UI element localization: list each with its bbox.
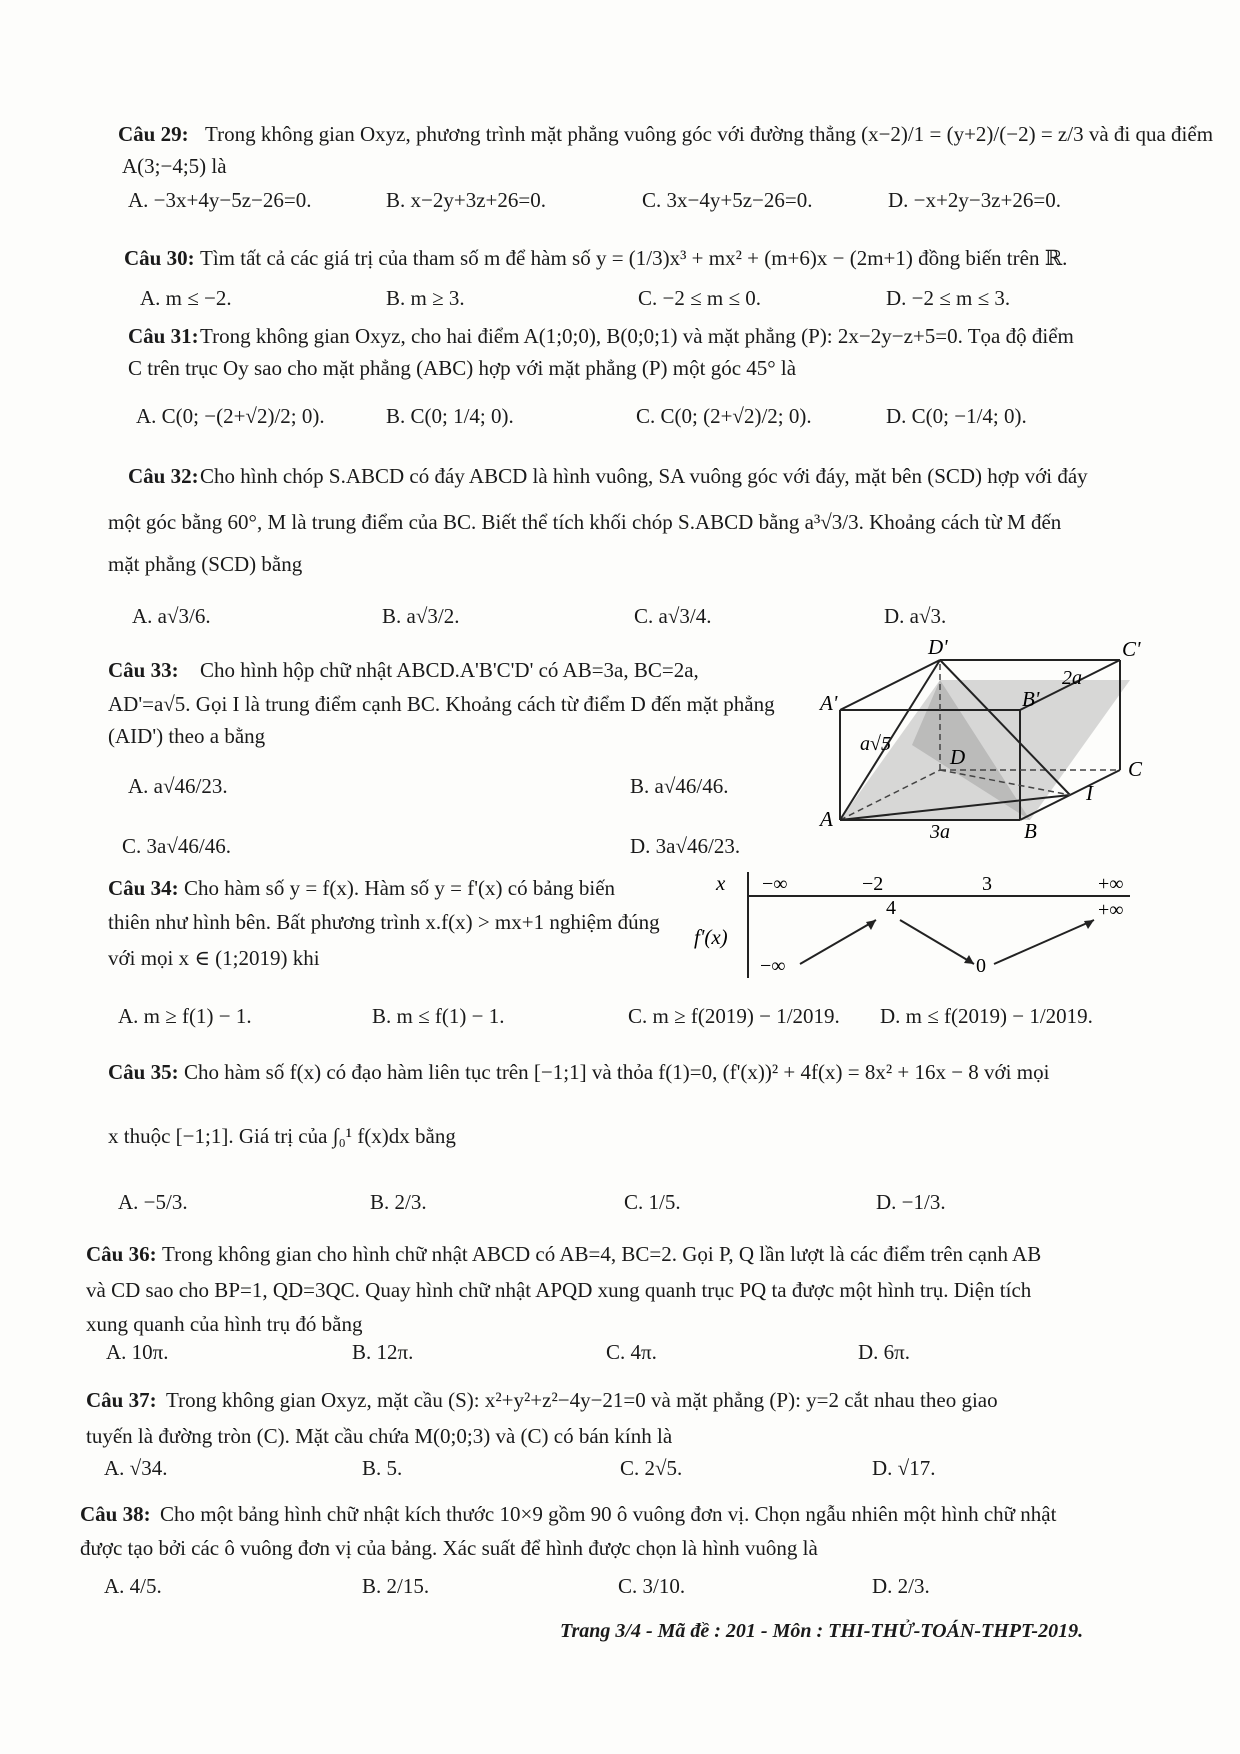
q31-option-d[interactable]: D. C(0; −1/4; 0). — [886, 404, 1027, 428]
q36-line1 — [0, 1240, 1240, 1270]
q29-number: Câu 29: — [118, 122, 189, 146]
q31-line1 — [0, 322, 1240, 352]
q32-option-c[interactable]: C. a√3/4. — [634, 604, 712, 628]
q35-option-a[interactable]: A. −5/3. — [118, 1190, 188, 1214]
q33-option-b[interactable]: B. a√46/46. — [630, 774, 729, 798]
table-x-3: 3 — [982, 873, 992, 895]
q29-line1 — [0, 120, 1240, 150]
q30-option-c[interactable]: C. −2 ≤ m ≤ 0. — [638, 286, 761, 310]
q32-text: Cho hình chóp S.ABCD có đáy ABCD là hình vuông, SA vuông góc với đáy, mặt bên (SCD) hợp với đáy — [200, 464, 1088, 488]
q37-option-c[interactable]: C. 2√5. — [620, 1456, 683, 1480]
label-a: A — [820, 807, 833, 831]
q30-line1 — [0, 244, 1240, 274]
q32-text2: một góc bằng 60°, M là trung điểm của BC. Biết thể tích khối chóp S.ABCD bằng a³√3/3. Khoảng cách từ M đến — [108, 510, 1062, 534]
q37-text2: tuyến là đường tròn (C). Mặt cầu chứa M(0;0;3) và (C) có bán kính là — [86, 1424, 673, 1448]
q31-option-a[interactable]: A. C(0; −(2+√2)/2; 0). — [136, 404, 325, 428]
q32-text3: mặt phẳng (SCD) bằng — [108, 552, 303, 576]
q36-line3 — [0, 1310, 1240, 1340]
q38-option-d[interactable]: D. 2/3. — [872, 1574, 930, 1598]
q33-text2: AD'=a√5. Gọi I là trung điểm cạnh BC. Khoảng cách từ điểm D đến mặt phẳng — [108, 692, 775, 716]
q30-option-d[interactable]: D. −2 ≤ m ≤ 3. — [886, 286, 1011, 310]
q35-line1 — [0, 1058, 1240, 1088]
q29-options — [0, 186, 1240, 216]
q34-text3: với mọi x ∈ (1;2019) khi — [108, 946, 320, 970]
table-x-label: x — [716, 871, 726, 895]
label-d1: D' — [928, 635, 948, 659]
q30-text: Tìm tất cả các giá trị của tham số m để hàm số y = (1/3)x³ + mx² + (m+6)x − (2m+1) đồng biến trên ℝ. — [200, 246, 1068, 270]
q32-option-b[interactable]: B. a√3/2. — [382, 604, 460, 628]
q38-option-b[interactable]: B. 2/15. — [362, 1574, 430, 1598]
q36-option-d[interactable]: D. 6π. — [858, 1340, 911, 1364]
label-a-sqrt5: a√5 — [860, 733, 891, 755]
page-footer: Trang 3/4 - Mã đề : 201 - Môn : THI-THỬ-TOÁN-THPT-2019. — [560, 1620, 1084, 1642]
q38-number: Câu 38: — [80, 1502, 151, 1526]
q36-option-c[interactable]: C. 4π. — [606, 1340, 657, 1364]
q35-text2: x thuộc [−1;1]. Giá trị của ∫₀¹ f(x)dx bằng — [108, 1124, 456, 1148]
label-2a: 2a — [1062, 667, 1082, 689]
table-x-pos-inf: +∞ — [1098, 873, 1124, 895]
q32-options — [0, 602, 1240, 632]
q32-option-d[interactable]: D. a√3. — [884, 604, 947, 628]
q29-option-a[interactable]: A. −3x+4y−5z−26=0. — [128, 188, 312, 212]
q30-option-a[interactable]: A. m ≤ −2. — [140, 286, 232, 310]
q33-option-a[interactable]: A. a√46/23. — [128, 774, 228, 798]
q38-option-a[interactable]: A. 4/5. — [104, 1574, 162, 1598]
q29-option-c[interactable]: C. 3x−4y+5z−26=0. — [642, 188, 813, 212]
q37-text: Trong không gian Oxyz, mặt cầu (S): x²+y²+z²−4y−21=0 và mặt phẳng (P): y=2 cắt nhau theo giao — [166, 1388, 998, 1412]
q36-number: Câu 36: — [86, 1242, 157, 1266]
q38-text2: được tạo bởi các ô vuông đơn vị của bảng. Xác suất để hình được chọn là hình vuông là — [80, 1536, 818, 1560]
q37-option-a[interactable]: A. √34. — [104, 1456, 168, 1480]
q34-option-d[interactable]: D. m ≤ f(2019) − 1/2019. — [880, 1004, 1093, 1028]
q38-line1 — [0, 1500, 1240, 1530]
q33-number: Câu 33: — [108, 658, 179, 682]
label-a1: A' — [820, 691, 838, 715]
q31-line2 — [0, 354, 1240, 384]
q34-option-a[interactable]: A. m ≥ f(1) − 1. — [118, 1004, 252, 1028]
q36-option-b[interactable]: B. 12π. — [352, 1340, 414, 1364]
q35-number: Câu 35: — [108, 1060, 179, 1084]
q35-option-c[interactable]: C. 1/5. — [624, 1190, 681, 1214]
q36-text2: và CD sao cho BP=1, QD=3QC. Quay hình chữ nhật APQD xung quanh trục PQ ta được một hình trụ. Diện tích — [86, 1278, 1032, 1302]
q38-text: Cho một bảng hình chữ nhật kích thước 10×9 gồm 90 ô vuông đơn vị. Chọn ngẫu nhiên một hình chữ nhật — [160, 1502, 1057, 1526]
arrow-down — [900, 920, 974, 964]
q36-text3: xung quanh của hình trụ đó bằng — [86, 1312, 363, 1336]
q36-line2 — [0, 1276, 1240, 1306]
q32-line2 — [0, 508, 1240, 538]
q38-option-c[interactable]: C. 3/10. — [618, 1574, 686, 1598]
label-b: B — [1024, 819, 1037, 843]
q31-option-c[interactable]: C. C(0; (2+√2)/2; 0). — [636, 404, 812, 428]
q37-options — [0, 1454, 1240, 1484]
q34-option-c[interactable]: C. m ≥ f(2019) − 1/2019. — [628, 1004, 840, 1028]
q35-text: Cho hàm số f(x) có đạo hàm liên tục trên [−1;1] và thỏa f(1)=0, (f'(x))² + 4f(x) = 8x² + 16x − 8 với mọi — [184, 1060, 1050, 1084]
q29-option-d[interactable]: D. −x+2y−3z+26=0. — [888, 188, 1061, 212]
q36-option-a[interactable]: A. 10π. — [106, 1340, 169, 1364]
q34-number: Câu 34: — [108, 876, 179, 900]
q35-option-b[interactable]: B. 2/3. — [370, 1190, 427, 1214]
table-val-4: 4 — [886, 897, 896, 919]
q38-options — [0, 1572, 1240, 1602]
q33-text: Cho hình hộp chữ nhật ABCD.A'B'C'D' có AB=3a, BC=2a, — [200, 658, 699, 682]
q33-box-figure — [820, 635, 1150, 843]
q30-option-b[interactable]: B. m ≥ 3. — [386, 286, 465, 310]
q29-text: Trong không gian Oxyz, phương trình mặt phẳng vuông góc với đường thẳng (x−2)/1 = (y+2)/(−2) = z/3 và đi qua điểm — [205, 122, 1214, 146]
q31-text2: C trên trục Oy sao cho mặt phẳng (ABC) hợp với mặt phẳng (P) một góc 45° là — [128, 356, 797, 380]
q31-text: Trong không gian Oxyz, cho hai điểm A(1;0;0), B(0;0;1) và mặt phẳng (P): 2x−2y−z+5=0. Tọa độ điểm — [200, 324, 1074, 348]
q34-variation-table — [690, 868, 1140, 980]
label-b1: B' — [1022, 687, 1040, 711]
q32-line1 — [0, 462, 1240, 492]
q37-line2 — [0, 1422, 1240, 1452]
q34-text: Cho hàm số y = f(x). Hàm số y = f'(x) có bảng biến — [184, 876, 616, 900]
q30-number: Câu 30: — [124, 246, 195, 270]
q29-line2 — [0, 152, 1240, 182]
q36-options — [0, 1338, 1240, 1368]
q31-option-b[interactable]: B. C(0; 1/4; 0). — [386, 404, 514, 428]
table-x-neg2: −2 — [862, 873, 884, 895]
q38-line2 — [0, 1534, 1240, 1564]
label-3a: 3a — [930, 821, 950, 843]
q33-option-d[interactable]: D. 3a√46/23. — [630, 834, 741, 858]
q32-number: Câu 32: — [128, 464, 199, 488]
table-val-0: 0 — [976, 955, 986, 977]
q29-text2: A(3;−4;5) là — [122, 154, 227, 178]
table-fx-label: f'(x) — [694, 925, 728, 949]
q32-line3 — [0, 550, 1240, 580]
q29-option-b[interactable]: B. x−2y+3z+26=0. — [386, 188, 546, 212]
q34-text2: thiên như hình bên. Bất phương trình x.f(x) > mx+1 nghiệm đúng — [108, 910, 660, 934]
q35-options — [0, 1188, 1240, 1218]
q32-option-a[interactable]: A. a√3/6. — [132, 604, 211, 628]
arrow-up-2 — [994, 920, 1094, 964]
q34-options — [0, 1002, 1240, 1032]
label-d: D — [950, 745, 966, 769]
label-i: I — [1086, 781, 1093, 805]
q30-options — [0, 284, 1240, 314]
q36-text: Trong không gian cho hình chữ nhật ABCD có AB=4, BC=2. Gọi P, Q lần lượt là các điểm trên cạnh AB — [162, 1242, 1042, 1266]
q33-option-c[interactable]: C. 3a√46/46. — [122, 834, 231, 858]
q37-option-d[interactable]: D. √17. — [872, 1456, 936, 1480]
q35-line2 — [0, 1122, 1240, 1152]
label-c1: C' — [1122, 637, 1141, 661]
q37-option-b[interactable]: B. 5. — [362, 1456, 403, 1480]
q31-number: Câu 31: — [128, 324, 199, 348]
q35-option-d[interactable]: D. −1/3. — [876, 1190, 946, 1214]
table-val-pos-inf: +∞ — [1098, 899, 1124, 921]
label-c: C — [1128, 757, 1143, 781]
q34-option-b[interactable]: B. m ≤ f(1) − 1. — [372, 1004, 505, 1028]
q37-line1 — [0, 1386, 1240, 1416]
q37-number: Câu 37: — [86, 1388, 157, 1412]
arrow-up-1 — [800, 920, 876, 964]
q31-options — [0, 402, 1240, 432]
table-x-neg-inf: −∞ — [762, 873, 788, 895]
q33-text3: (AID') theo a bằng — [108, 724, 266, 748]
table-val-neg-inf: −∞ — [760, 955, 786, 977]
